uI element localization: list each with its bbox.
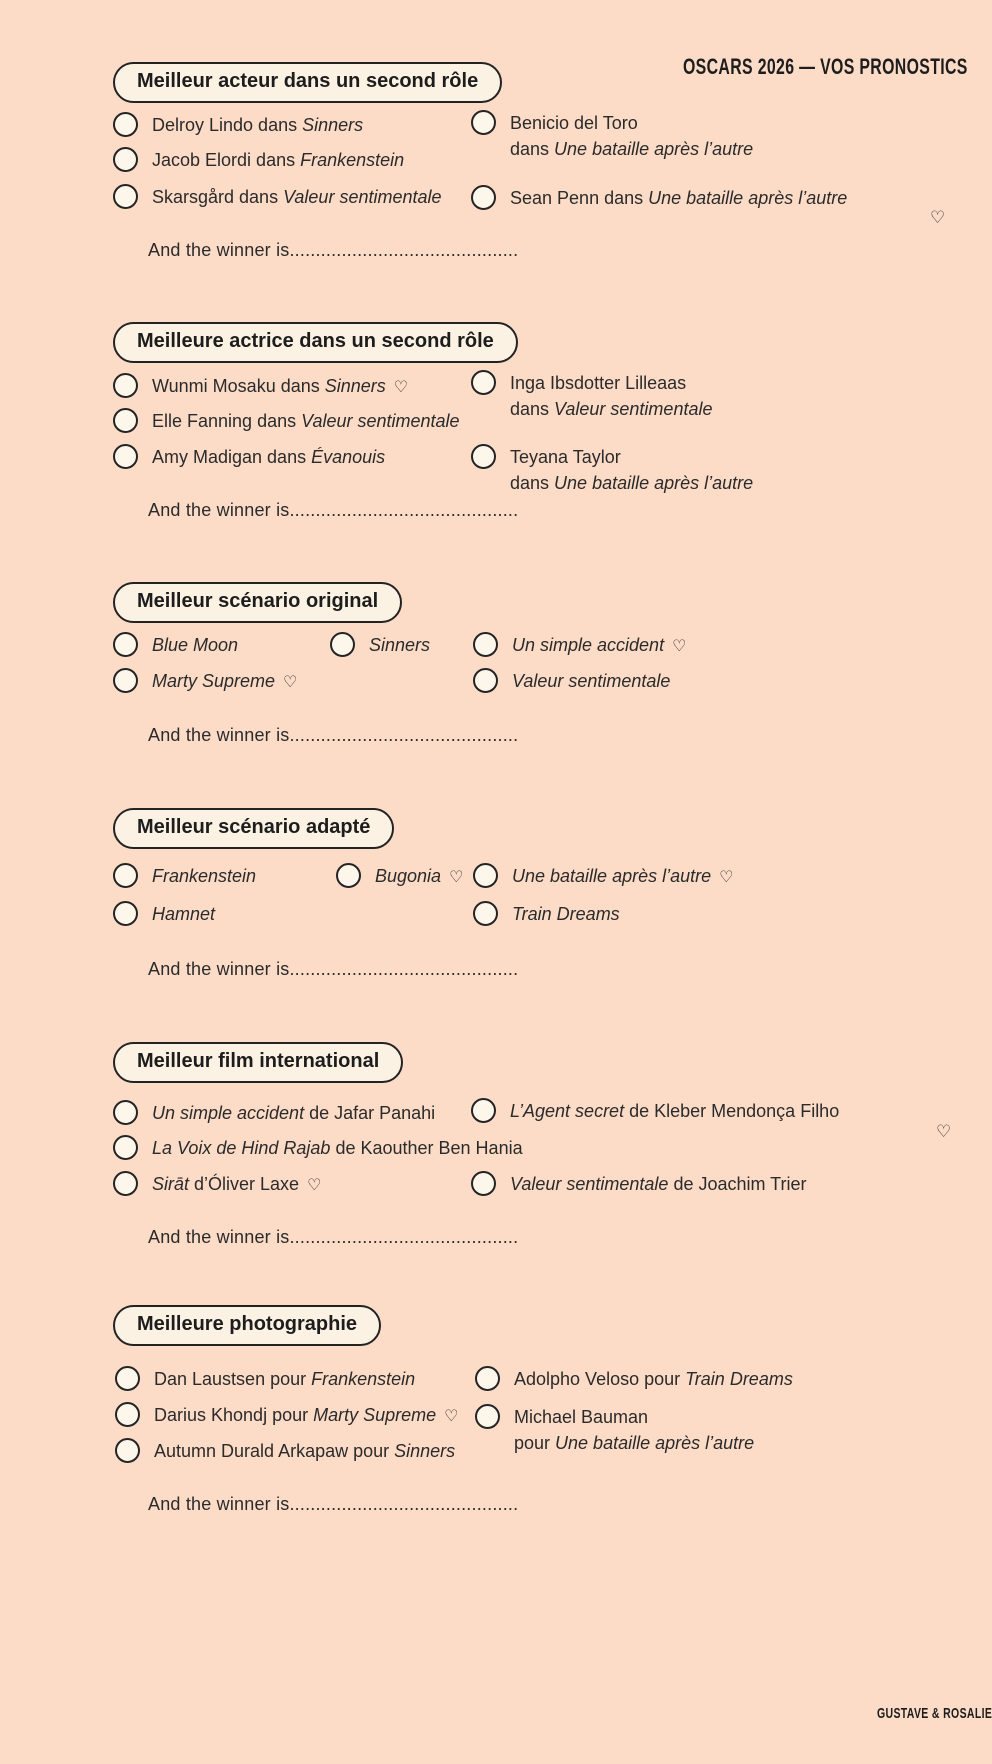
nominee-label: Sinners <box>369 635 431 655</box>
nominee-radio[interactable] <box>115 1438 140 1463</box>
nominee-radio[interactable] <box>330 632 355 657</box>
heart-icon: ♡ <box>936 1122 952 1142</box>
nominee-label: Sirāt d’Óliver Laxe ♡ <box>152 1174 322 1194</box>
nominee-label: Wunmi Mosaku dans Sinners ♡ <box>152 376 409 396</box>
nominee-option <box>113 863 256 889</box>
nominee-label: Sean Penn dans Une bataille après l’autre <box>510 188 848 208</box>
nominee-option <box>113 632 238 658</box>
nominee-label: Dan Laustsen pour Frankenstein <box>154 1369 416 1389</box>
nominee-label: Bugonia ♡ <box>375 866 464 886</box>
nominee-label: Inga Ibsdotter Lilleaas dans Valeur sentimentale <box>510 373 713 419</box>
nominee-label: Elle Fanning dans Valeur sentimentale <box>152 411 460 431</box>
winner-line[interactable]: And the winner is............................................ <box>148 500 519 520</box>
winner-line[interactable]: And the winner is............................................ <box>148 959 519 979</box>
nominee-label: Hamnet <box>152 904 216 924</box>
nominee-option <box>113 184 442 210</box>
nominee-radio[interactable] <box>113 1171 138 1196</box>
nominee-option <box>113 373 408 400</box>
heart-icon: ♡ <box>672 636 687 655</box>
nominee-label: Une bataille après l’autre ♡ <box>512 866 734 886</box>
nominee-radio[interactable] <box>115 1402 140 1427</box>
nominee-label: Adolpho Veloso pour Train Dreams <box>514 1369 793 1389</box>
nominee-radio[interactable] <box>113 112 138 137</box>
nominee-label: Teyana Taylor dans Une bataille après l’autre <box>510 447 754 493</box>
heart-icon: ♡ <box>393 377 409 396</box>
nominee-option <box>471 110 753 162</box>
nominee-option <box>471 1171 807 1197</box>
nominee-label: Blue Moon <box>152 635 239 655</box>
heart-icon: ♡ <box>719 867 734 886</box>
winner-line[interactable]: And the winner is............................................ <box>148 1494 519 1514</box>
nominee-radio[interactable] <box>471 110 496 135</box>
nominee-radio[interactable] <box>113 184 138 209</box>
nominee-label: Marty Supreme ♡ <box>152 671 298 691</box>
nominee-option <box>113 1171 321 1198</box>
nominee-radio[interactable] <box>113 444 138 469</box>
nominee-label: Darius Khondj pour Marty Supreme ♡ <box>154 1405 459 1425</box>
nominee-radio[interactable] <box>115 1366 140 1391</box>
heart-icon: ♡ <box>449 867 464 886</box>
nominee-radio[interactable] <box>113 668 138 693</box>
nominee-label: Un simple accident de Jafar Panahi <box>152 1103 436 1123</box>
nominee-option <box>471 1098 839 1124</box>
category-pill: Meilleur scénario adapté <box>113 808 394 849</box>
heart-icon: ♡ <box>307 1175 322 1194</box>
nominee-option <box>471 185 847 211</box>
category-pill: Meilleure photographie <box>113 1305 381 1346</box>
nominee-option <box>471 444 753 496</box>
category-pill: Meilleur film international <box>113 1042 403 1083</box>
category-pill: Meilleure actrice dans un second rôle <box>113 322 518 363</box>
nominee-option <box>113 901 215 927</box>
nominee-label: Amy Madigan dans Évanouis <box>152 447 386 467</box>
gustave-rosalie-logo: GUSTAVE & ROSALIE <box>877 1705 992 1722</box>
category-pill: Meilleur acteur dans un second rôle <box>113 62 502 103</box>
nominee-option <box>336 863 463 890</box>
nominee-radio[interactable] <box>113 632 138 657</box>
nominee-radio[interactable] <box>113 373 138 398</box>
nominee-option <box>113 408 460 434</box>
heart-icon: ♡ <box>930 208 946 228</box>
nominee-option <box>113 1100 435 1126</box>
winner-line[interactable]: And the winner is............................................ <box>148 725 519 745</box>
winner-line[interactable]: And the winner is............................................ <box>148 240 519 260</box>
nominee-radio[interactable] <box>113 1100 138 1125</box>
nominee-label: Michael Bauman pour Une bataille après l’autre <box>514 1407 755 1453</box>
winner-line[interactable]: And the winner is............................................ <box>148 1227 519 1247</box>
nominee-option <box>473 901 620 927</box>
nominee-label: Un simple accident ♡ <box>512 635 687 655</box>
nominee-option <box>115 1438 455 1464</box>
nominee-option <box>113 112 363 138</box>
nominee-radio[interactable] <box>473 863 498 888</box>
nominee-label: Delroy Lindo dans Sinners <box>152 115 364 135</box>
nominee-label: Frankenstein <box>152 866 257 886</box>
nominee-radio[interactable] <box>471 1098 496 1123</box>
nominee-radio[interactable] <box>113 901 138 926</box>
nominee-option <box>471 370 712 422</box>
category-pill: Meilleur scénario original <box>113 582 402 623</box>
nominee-label: La Voix de Hind Rajab de Kaouther Ben Hania <box>152 1138 523 1158</box>
nominee-option <box>113 444 385 470</box>
nominee-option <box>475 1404 754 1456</box>
nominee-radio[interactable] <box>473 901 498 926</box>
nominee-radio[interactable] <box>336 863 361 888</box>
nominee-radio[interactable] <box>113 408 138 433</box>
nominee-radio[interactable] <box>475 1366 500 1391</box>
nominee-label: Autumn Durald Arkapaw pour Sinners <box>154 1441 456 1461</box>
nominee-radio[interactable] <box>471 370 496 395</box>
heart-icon: ♡ <box>283 672 298 691</box>
nominee-option <box>473 863 733 890</box>
nominee-label: Train Dreams <box>512 904 620 924</box>
nominee-label: Skarsgård dans Valeur sentimentale <box>152 187 442 207</box>
nominee-radio[interactable] <box>471 444 496 469</box>
heart-icon: ♡ <box>444 1406 459 1425</box>
nominee-option <box>475 1366 793 1392</box>
nominee-option <box>113 1135 523 1161</box>
nominee-radio[interactable] <box>473 632 498 657</box>
nominee-radio[interactable] <box>471 1171 496 1196</box>
nominee-option <box>113 147 404 173</box>
nominee-radio[interactable] <box>113 863 138 888</box>
nominee-label: Valeur sentimentale de Joachim Trier <box>510 1174 807 1194</box>
nominee-radio[interactable] <box>113 1135 138 1160</box>
nominee-label: Jacob Elordi dans Frankenstein <box>152 150 405 170</box>
nominee-radio[interactable] <box>471 185 496 210</box>
nominee-option <box>115 1402 458 1429</box>
nominee-label: L’Agent secret de Kleber Mendonça Filho <box>510 1101 840 1121</box>
nominee-option <box>330 632 430 658</box>
nominee-option <box>115 1366 415 1392</box>
nominee-radio[interactable] <box>113 147 138 172</box>
nominee-label: Benicio del Toro dans Une bataille après l’autre <box>510 113 754 159</box>
nominee-radio[interactable] <box>475 1404 500 1429</box>
nominee-option <box>473 632 686 659</box>
nominee-option <box>113 668 297 695</box>
nominee-radio[interactable] <box>473 668 498 693</box>
page-title: OSCARS 2026 — VOS PRONOSTICS <box>683 54 968 79</box>
nominee-label: Valeur sentimentale <box>512 671 671 691</box>
nominee-option <box>473 668 670 694</box>
